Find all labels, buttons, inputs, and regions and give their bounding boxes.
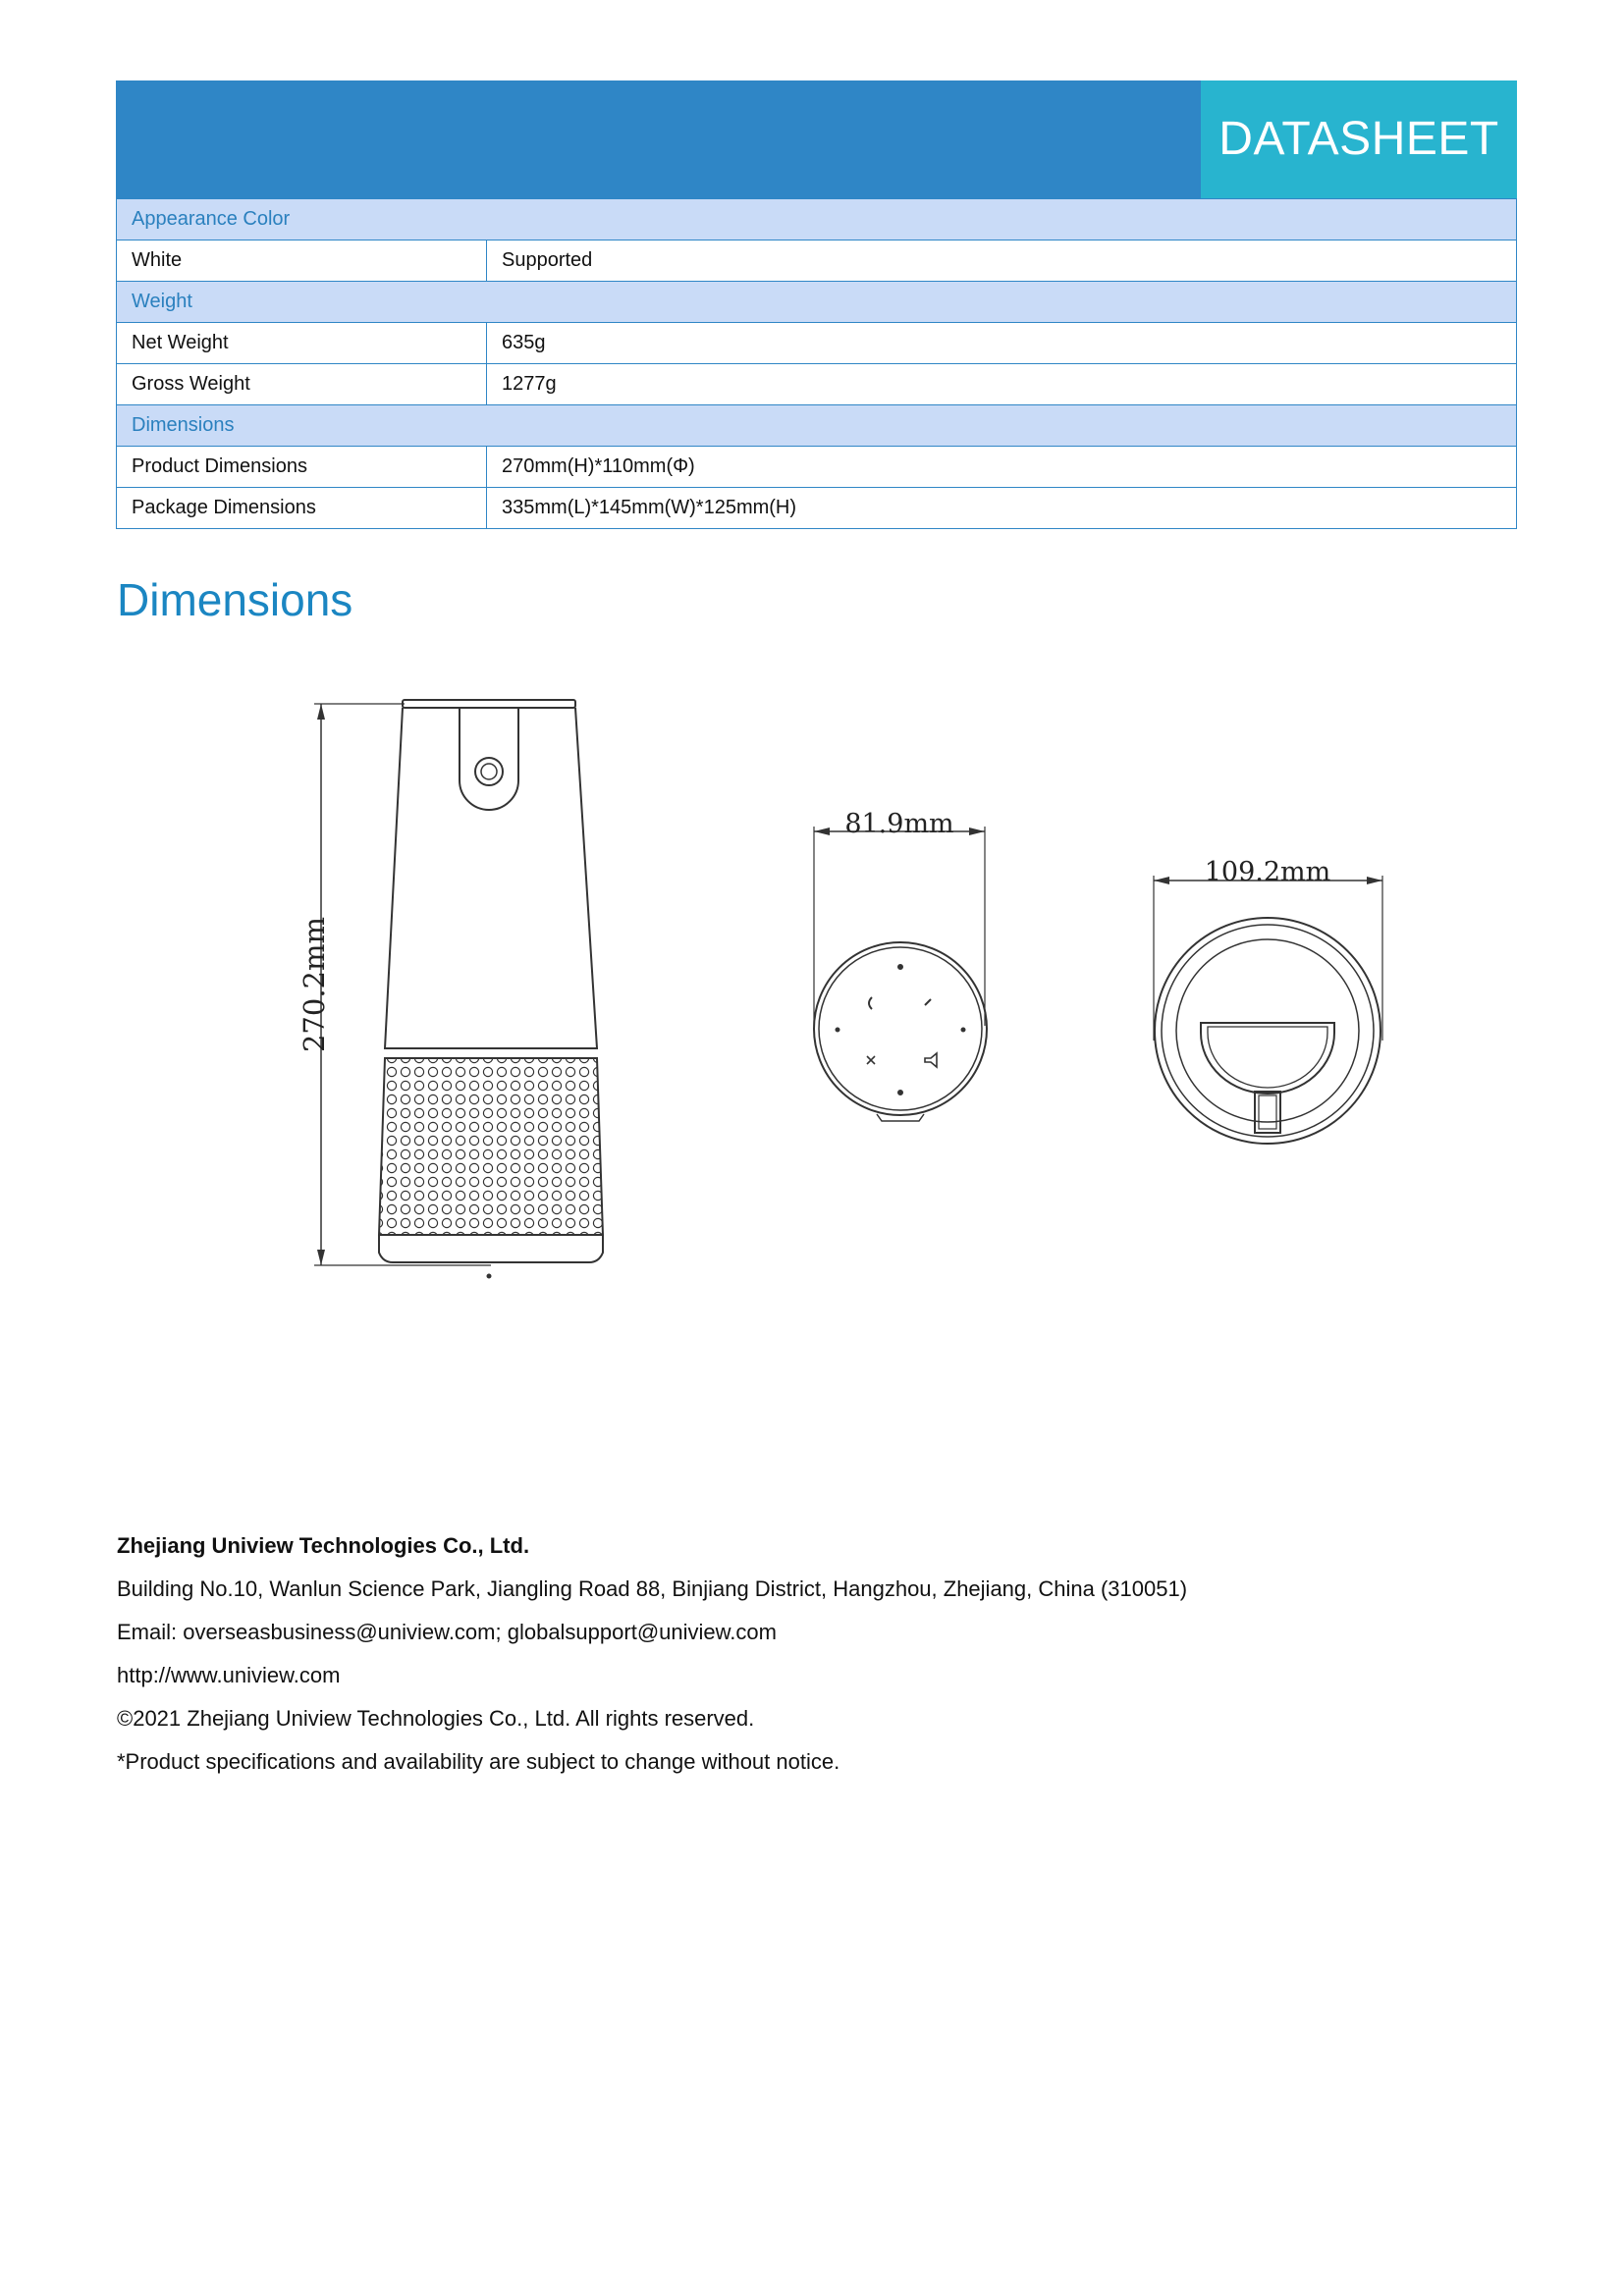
dimensions-title: Dimensions [117, 574, 353, 625]
spec-label: Gross Weight [117, 364, 487, 405]
spec-label: Product Dimensions [117, 447, 487, 488]
spec-value: 270mm(H)*110mm(Φ) [487, 447, 1517, 488]
bottom-width-dimension-label: 109.2mm [1204, 857, 1331, 887]
top-view [814, 809, 987, 1121]
minus-icon [925, 999, 931, 1005]
company-address: Building No.10, Wanlun Science Park, Jiangling Road 88, Binjiang District, Hangzhou, Zhejiang, China (310051) [117, 1576, 1188, 1601]
spec-label: Package Dimensions [117, 488, 487, 529]
volume-icon [925, 1053, 937, 1067]
section-heading: Weight [117, 282, 1517, 323]
speaker-grill [377, 1058, 607, 1235]
top-width-dimension-label: 81.9mm [844, 809, 954, 839]
camera-lens-icon [475, 758, 503, 785]
height-dimension-label: 270.2mm [298, 916, 331, 1053]
spec-label: White [117, 240, 487, 282]
bottom-dot-icon [898, 1091, 902, 1095]
section-heading: Appearance Color [117, 199, 1517, 240]
spec-value: 635g [487, 323, 1517, 364]
section-heading: Dimensions [117, 405, 1517, 447]
datasheet-tag: DATASHEET [1201, 80, 1517, 198]
company-website: http://www.uniview.com [117, 1663, 341, 1687]
device-base [379, 1235, 603, 1262]
company-email: Email: overseasbusiness@uniview.com; globalsupport@uniview.com [117, 1620, 777, 1644]
disclaimer-notice: *Product specifications and availability are subject to change without notice. [117, 1749, 840, 1774]
spec-label: Net Weight [117, 323, 487, 364]
phone-icon [869, 997, 872, 1009]
company-name: Zhejiang Uniview Technologies Co., Ltd. [117, 1533, 530, 1558]
spec-value: 1277g [487, 364, 1517, 405]
top-dot-icon [898, 965, 902, 969]
mute-icon [867, 1056, 875, 1064]
spec-value: 335mm(L)*145mm(W)*125mm(H) [487, 488, 1517, 529]
bottom-view-outer-ring [1155, 918, 1380, 1144]
copyright-notice: ©2021 Zhejiang Uniview Technologies Co., Ltd. All rights reserved. [117, 1706, 755, 1731]
side-view [298, 700, 607, 1278]
company-footer [117, 1524, 1187, 1784]
mount-cutout [1201, 1023, 1334, 1094]
bottom-view [1154, 857, 1382, 1144]
device-top-cap [403, 700, 575, 708]
spec-value: Supported [487, 240, 1517, 282]
